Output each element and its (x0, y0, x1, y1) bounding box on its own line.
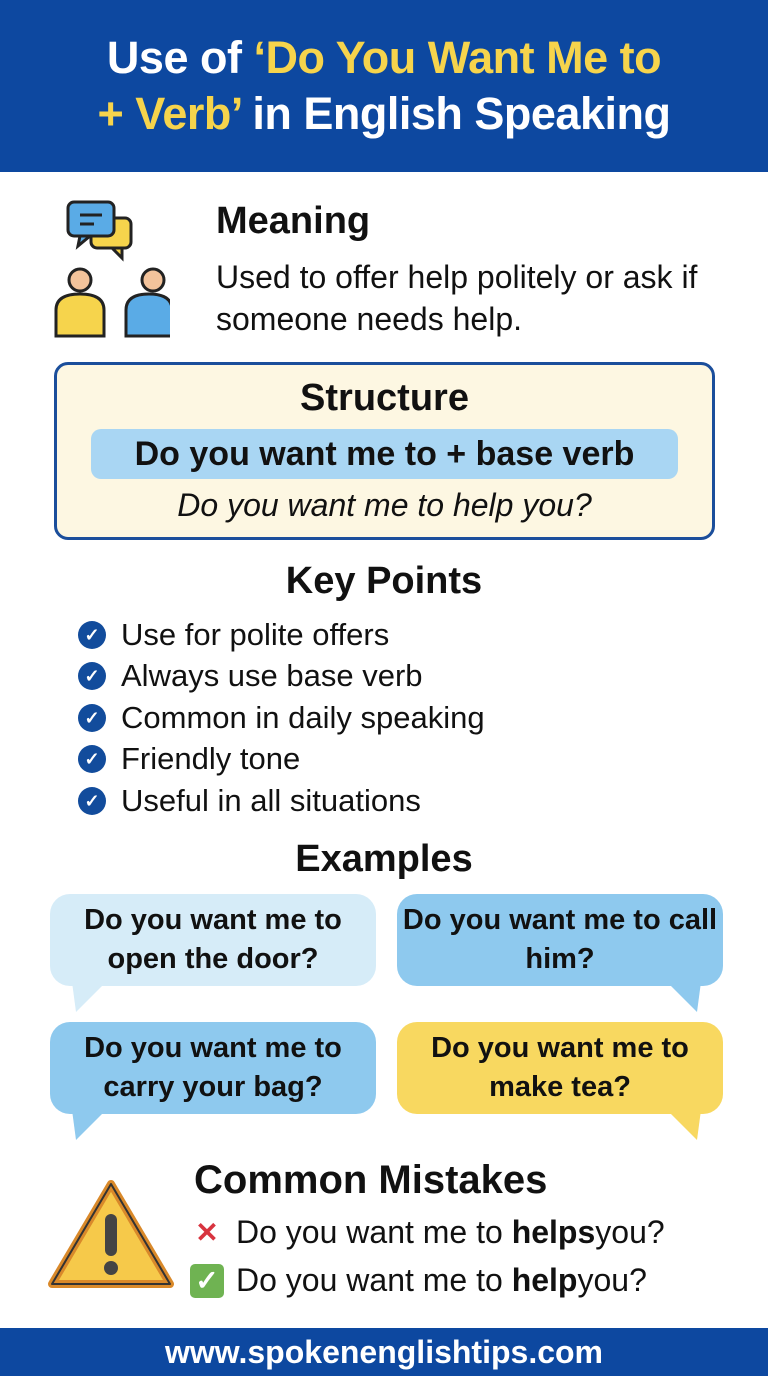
key-point-text: Always use base verb (121, 658, 423, 694)
example-text: Do you want me to make tea? (431, 1032, 689, 1103)
meaning-text: Used to offer help politely or ask if someone needs help. (216, 259, 698, 337)
example-bubble (50, 1022, 376, 1114)
key-point-text: Common in daily speaking (121, 699, 485, 735)
key-point-text: Use for polite offers (121, 616, 390, 652)
title-part-highlight: ‘Do You Want Me to (253, 32, 662, 83)
title-part-highlight: + Verb’ (97, 88, 241, 139)
meaning-heading: Meaning (216, 200, 371, 242)
title-part: in English Speaking (240, 88, 671, 139)
check-circle-icon: ✓ (78, 704, 106, 732)
mistake-text: Do you want me to (236, 1214, 503, 1250)
warning-icon (48, 1178, 174, 1290)
check-circle-icon: ✓ (78, 745, 106, 773)
website-link[interactable]: www.spokenenglishtips.com (165, 1334, 603, 1370)
example-bubble (397, 1022, 723, 1114)
example-bubble (397, 894, 723, 986)
structure-formula: Do you want me to + base verb (91, 429, 678, 479)
list-item (78, 739, 485, 781)
example-bubble (50, 894, 376, 986)
example-text: Do you want me to call him? (402, 904, 718, 975)
footer-banner (0, 1328, 768, 1376)
title-banner (0, 0, 768, 172)
mistake-bold: helps (511, 1214, 596, 1250)
check-circle-icon: ✓ (78, 621, 106, 649)
list-item (78, 780, 485, 822)
key-points-heading: Key Points (285, 560, 483, 602)
check-circle-icon: ✓ (78, 662, 106, 690)
check-circle-icon: ✓ (78, 787, 106, 815)
correct-example (190, 1262, 647, 1299)
example-text: Do you want me to carry your bag? (84, 1032, 342, 1103)
structure-box (54, 362, 715, 540)
examples-heading: Examples (295, 838, 473, 880)
correct-bold: help (511, 1262, 578, 1298)
key-point-text: Useful in all situations (121, 782, 421, 818)
structure-example: Do you want me to help you? (177, 487, 592, 523)
wrong-example (190, 1214, 665, 1251)
example-text: Do you want me to open the door? (84, 904, 342, 975)
correct-text: you? (577, 1262, 647, 1298)
correct-text: Do you want me to (236, 1262, 503, 1298)
mistake-text: you? (595, 1214, 665, 1250)
title-part: Use of (106, 32, 254, 83)
key-point-text: Friendly tone (121, 741, 301, 777)
list-item (78, 656, 485, 698)
conversation-people-icon (50, 198, 170, 340)
structure-heading: Structure (300, 377, 469, 419)
list-item (78, 697, 485, 739)
check-box-icon: ✓ (190, 1264, 224, 1298)
key-points-list (78, 614, 485, 822)
common-mistakes-heading: Common Mistakes (194, 1158, 548, 1202)
list-item (78, 614, 485, 656)
cross-icon: ✕ (195, 1216, 219, 1248)
